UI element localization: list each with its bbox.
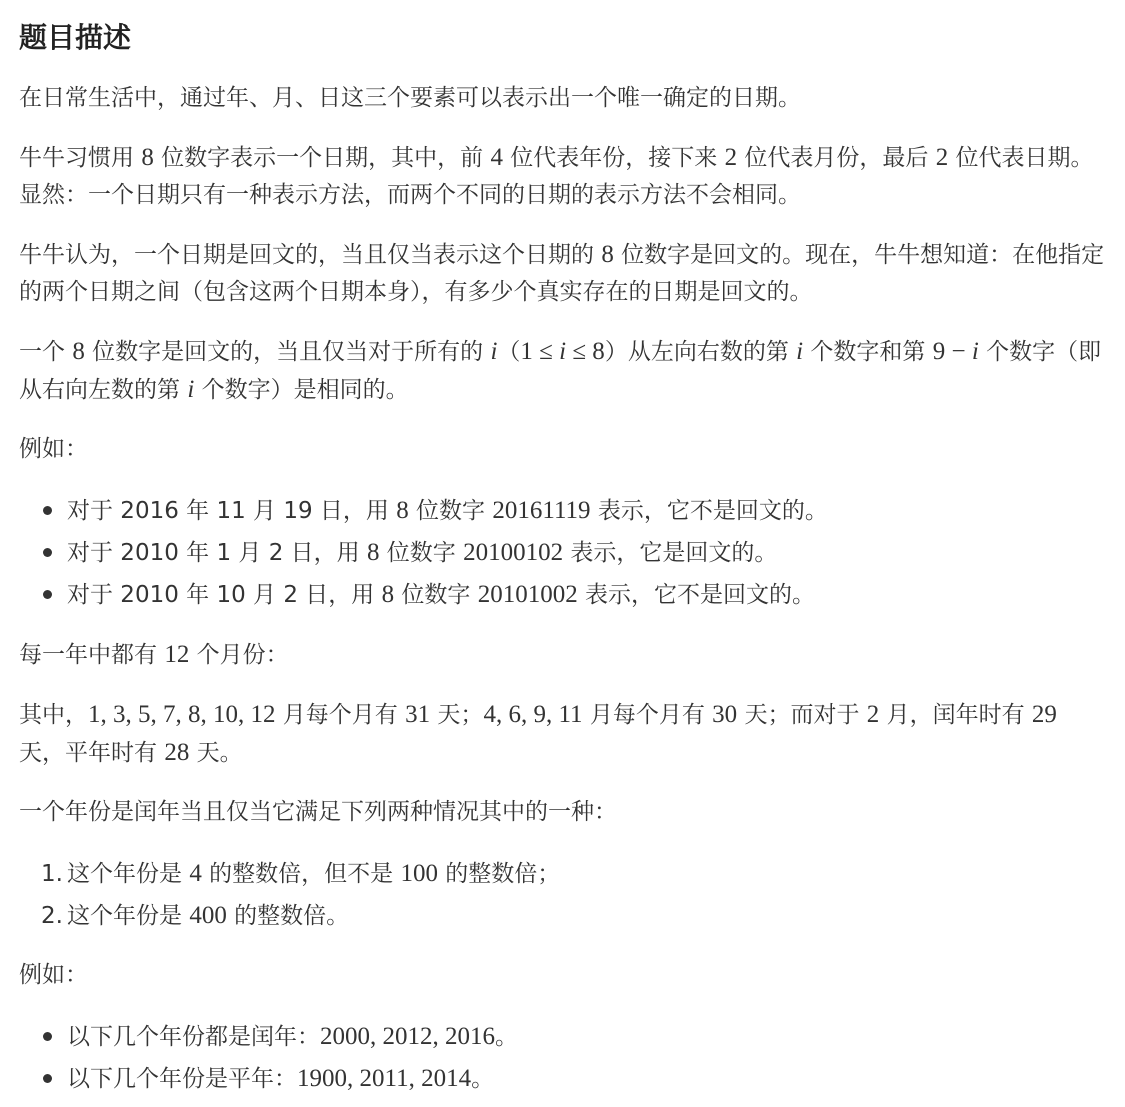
math-number: 1900, 2011, 2014 xyxy=(297,1065,472,1092)
text: 位数字 xyxy=(408,498,493,524)
list-item xyxy=(67,574,1125,616)
text: 位代表年份，接下来 xyxy=(502,145,725,171)
text: 例如： xyxy=(19,962,88,988)
text: 月每个月有 xyxy=(582,702,713,728)
text: 这个年份是 xyxy=(67,903,190,929)
text: 以下几个年份都是闰年： xyxy=(67,1024,320,1050)
text: 天。 xyxy=(189,740,243,766)
math-number: 12 xyxy=(164,641,190,668)
math-number: 28 xyxy=(164,739,190,766)
math-number: 4, 6, 9, 11 xyxy=(483,701,583,728)
math-number: 8 xyxy=(72,338,85,365)
text: 表示，它是回文的。 xyxy=(563,540,778,566)
math-number: 8 xyxy=(141,144,154,171)
math-variable: i xyxy=(796,338,804,365)
text: 的整数倍。 xyxy=(226,903,350,929)
text: 例如： xyxy=(19,436,88,462)
date-examples-list xyxy=(19,490,1125,616)
text: 的整数倍，但不是 xyxy=(201,861,401,887)
leap-year-rules-list xyxy=(19,853,1125,937)
math-number: 2 xyxy=(866,701,880,728)
math-number: 2000, 2012, 2016 xyxy=(320,1023,495,1050)
text: 个数字和第 xyxy=(803,339,933,365)
text: 对于 2010 年 10 月 2 日，用 xyxy=(67,582,382,608)
text: （ xyxy=(497,339,521,365)
text: 位代表日期。显然：一个日期只有一种表示方法，而两个不同的日期的表示方法不会相同。 xyxy=(19,145,1094,208)
text: 月每个月有 xyxy=(275,702,406,728)
math-variable: i xyxy=(971,338,979,365)
months-paragraph xyxy=(19,636,1109,674)
list-item xyxy=(67,490,1125,532)
year-examples-list xyxy=(19,1016,1125,1100)
text: 对于 2016 年 11 月 19 日，用 xyxy=(67,498,397,524)
date-format-paragraph xyxy=(19,139,1109,214)
math-expression: ≤ 8 xyxy=(566,338,605,365)
text: 个数字（即从右向左数的第 xyxy=(19,339,1102,403)
list-item xyxy=(67,1016,1125,1058)
math-number: 8 xyxy=(396,497,409,524)
palindrome-date-paragraph xyxy=(19,236,1109,311)
math-number: 8 xyxy=(381,581,395,608)
text: 以下几个年份是平年： xyxy=(67,1066,297,1092)
text: 的整数倍； xyxy=(437,861,561,887)
list-number: 2. xyxy=(41,903,63,929)
text: 一个 xyxy=(19,339,73,365)
math-variable: i xyxy=(490,338,498,365)
math-number: 20101002 xyxy=(477,581,578,608)
list-number: 1. xyxy=(41,861,63,887)
math-number: 4 xyxy=(490,144,503,171)
list-item xyxy=(41,853,1125,895)
text: 表示，它不是回文的。 xyxy=(590,498,828,524)
list-item xyxy=(67,1058,1125,1100)
math-number: 8 xyxy=(601,241,614,268)
text: 月，闰年时有 xyxy=(879,702,1032,728)
text: 天，平年时有 xyxy=(19,740,165,766)
intro-paragraph xyxy=(19,80,1109,117)
math-number: 30 xyxy=(712,701,738,728)
text: 个数字）是相同的。 xyxy=(194,377,409,403)
example-label xyxy=(19,431,1109,468)
math-number: 2 xyxy=(935,144,949,171)
section-title: 题目描述 xyxy=(19,21,132,54)
math-number: 2 xyxy=(724,144,738,171)
text: 位代表月份，最后 xyxy=(737,145,936,171)
text: ）从左向右数的第 xyxy=(604,339,797,365)
math-expression: 9 − xyxy=(932,338,972,365)
math-number: 8 xyxy=(366,539,380,566)
text: 对于 2010 年 1 月 2 日，用 xyxy=(67,540,367,566)
text: 天；而对于 xyxy=(737,702,867,728)
example-label xyxy=(19,957,1109,994)
palindrome-definition-paragraph xyxy=(19,333,1109,409)
text: 天； xyxy=(430,702,484,728)
text: 其中， xyxy=(19,702,88,728)
text: 位数字 xyxy=(379,540,464,566)
math-number: 4 xyxy=(189,860,202,887)
text: 。 xyxy=(471,1066,495,1092)
text: 牛牛习惯用 xyxy=(19,145,142,171)
text: 位数字是回文的。现在，牛牛想知道：在他指定的两个日期之间（包含这两个日期本身），有多少个真实存在的日期是回文的。 xyxy=(19,242,1105,305)
math-expression: 1 ≤ xyxy=(520,338,560,365)
days-per-month-paragraph xyxy=(19,696,1109,772)
math-number: 20100102 xyxy=(463,539,564,566)
math-variable: i xyxy=(187,376,195,403)
text: 一个年份是闰年当且仅当它满足下列两种情况其中的一种： xyxy=(19,799,617,825)
text: 个月份： xyxy=(189,642,289,668)
math-number: 100 xyxy=(400,860,438,887)
math-number: 20161119 xyxy=(492,497,591,524)
text: 位数字是回文的，当且仅当对于所有的 xyxy=(84,339,491,365)
math-number: 29 xyxy=(1031,701,1057,728)
math-variable: i xyxy=(559,338,567,365)
leap-year-rule-intro xyxy=(19,794,1109,831)
text: 这个年份是 xyxy=(67,861,190,887)
text: 位数字表示一个日期，其中，前 xyxy=(153,145,491,171)
list-item xyxy=(41,895,1125,937)
math-number: 31 xyxy=(405,701,431,728)
math-number: 400 xyxy=(189,902,227,929)
text: 每一年中都有 xyxy=(19,642,165,668)
math-number: 1, 3, 5, 7, 8, 10, 12 xyxy=(88,701,276,728)
intro-text: 在日常生活中，通过年、月、日这三个要素可以表示出一个唯一确定的日期。 xyxy=(19,85,801,111)
text: 位数字 xyxy=(394,582,478,608)
text: 表示，它不是回文的。 xyxy=(577,582,816,608)
text: 。 xyxy=(495,1024,518,1050)
list-item xyxy=(67,532,1125,574)
text: 牛牛认为，一个日期是回文的，当且仅当表示这个日期的 xyxy=(19,242,602,268)
